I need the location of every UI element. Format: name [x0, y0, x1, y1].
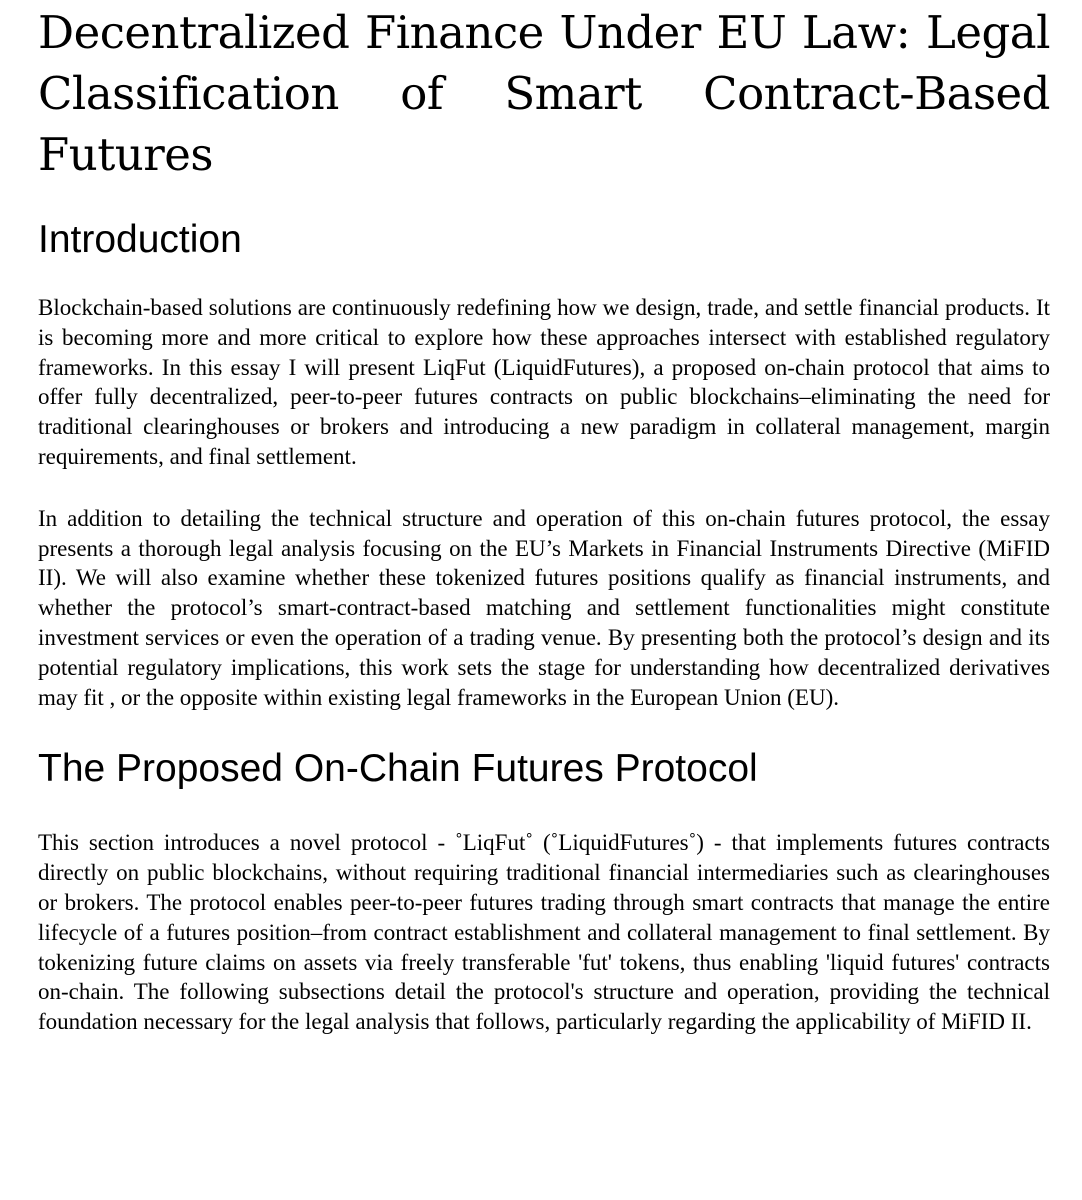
introduction-paragraph-1: Blockchain-based solutions are continuously redefining how we design, trade, and settle financial products. It is becoming more and more critical to explore how these approaches intersect with established regulatory frameworks. In this essay I will present LiqFut (LiquidFutures), a proposed on-chain protocol that aims to offer fully decentralized, peer-to-peer futures contracts on public blockchains–eliminating the need for traditional clearinghouses or brokers and introducing a new paradigm in collateral management, margin requirements, and final settlement. — [38, 295, 1050, 469]
protocol-paragraph-1: This section introduces a novel protocol - ˚LiqFut˚ (˚LiquidFutures˚) - that implements futures contracts directly on public blockchains, without requiring traditional financial intermediaries such as clearinghouses or brokers. The protocol enables peer-to-peer futures trading through smart contracts that manage the entire lifecycle of a futures position–from contract establishment and collateral management to final settlement. By tokenizing future claims on assets via freely transferable 'fut' tokens, thus enabling 'liquid futures' contracts on-chain. The following subsections detail the protocol's structure and operation, providing the technical foundation necessary for the legal analysis that follows, particularly regarding the applicability of MiFID II. — [38, 830, 1050, 1035]
section-heading-introduction: Introduction — [38, 218, 242, 261]
document-title: Decentralized Finance Under EU Law: Legal Classification of Smart Contract-Based Futures — [38, 6, 1050, 181]
section-heading-protocol: The Proposed On-Chain Futures Protocol — [38, 747, 758, 791]
introduction-paragraph-2: In addition to detailing the technical structure and operation of this on-chain futures protocol, the essay presents a thorough legal analysis focusing on the EU’s Markets in Financial Instruments Directive (MiFID II). We will also examine whether these tokenized futures positions qualify as financial instruments, and whether the protocol’s smart-contract-based matching and settlement functionalities might constitute investment services or even the operation of a trading venue. By presenting both the protocol’s design and its potential regulatory implications, this work sets the stage for understanding how decentralized derivatives may fit , or the opposite within existing legal frameworks in the European Union (EU). — [38, 505, 1050, 710]
